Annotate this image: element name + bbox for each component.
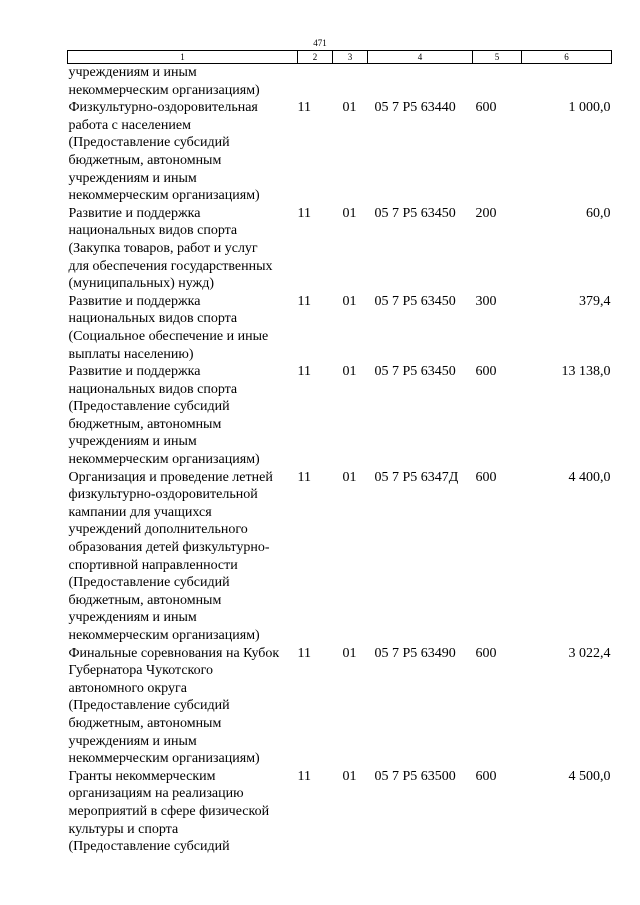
column-header-expense-type: 5: [473, 51, 522, 64]
column-header-target-code: 4: [368, 51, 473, 64]
row-expense-type: 600: [475, 100, 497, 116]
row-amount: 1 000,0: [568, 100, 611, 116]
column-header-amount: 6: [522, 51, 612, 64]
row-subsection: 01: [342, 469, 357, 485]
row-target-code: [368, 64, 473, 100]
row-target-code: 05 7 Р5 63500: [374, 768, 456, 784]
row-amount: 13 138,0: [561, 364, 611, 380]
row-target-code: 05 7 Р5 63450: [374, 293, 456, 309]
row-target-code: 05 7 Р5 63450: [374, 205, 456, 221]
row-expense-type: 600: [475, 768, 497, 784]
row-section: 11: [297, 205, 311, 221]
row-amount: [522, 64, 612, 100]
budget-table: [67, 50, 612, 856]
row-expense-type: 600: [475, 469, 497, 485]
row-section: 11: [297, 469, 311, 485]
row-section: 11: [297, 768, 311, 784]
row-expense-type: 200: [475, 205, 497, 221]
row-target-code: 05 7 Р5 63490: [374, 645, 456, 661]
table-row: [68, 363, 612, 469]
column-header-name: 1: [68, 51, 298, 64]
table-row: [68, 99, 612, 205]
table-row: [68, 768, 612, 856]
row-expense-type: 600: [475, 364, 497, 380]
row-name: Финальные соревнования на Кубок Губернатора Чукотского автономного округа (Предоставление субсидий бюджетным, автономным учреждениям и иным некоммерческим организациям): [68, 645, 280, 767]
row-target-code: 05 7 Р5 63450: [374, 364, 456, 380]
row-amount: 379,4: [579, 293, 611, 309]
row-name: Гранты некоммерческим организациям на реализацию мероприятий в сфере физической культуры и спорта (Предоставление субсидий: [68, 768, 270, 855]
row-section: 11: [297, 100, 311, 116]
row-amount: 4 500,0: [568, 768, 611, 784]
row-expense-type: 300: [475, 293, 497, 309]
table-row: [68, 645, 612, 768]
table-header-row: [68, 51, 612, 64]
row-section: 11: [297, 364, 311, 380]
row-subsection: 01: [342, 293, 357, 309]
row-name: Развитие и поддержка национальных видов спорта (Предоставление субсидий бюджетным, автономным учреждениям и иным некоммерческим организациям): [68, 364, 260, 468]
row-name: Физкультурно-оздоровительная работа с населением (Предоставление субсидий бюджетным, автономным учреждениям и иным некоммерческим организациям): [68, 100, 260, 204]
row-subsection: 01: [342, 364, 357, 380]
row-expense-type: [473, 64, 522, 100]
table-row: [68, 64, 612, 100]
row-subsection: 01: [342, 205, 357, 221]
row-subsection: 01: [342, 100, 357, 116]
table-row: [68, 205, 612, 293]
row-subsection: 01: [342, 645, 357, 661]
row-section: 11: [297, 645, 311, 661]
row-subsection: [333, 64, 368, 100]
row-name: Развитие и поддержка национальных видов спорта (Закупка товаров, работ и услуг для обеспечения государственных (муниципальных) нужд): [68, 205, 273, 292]
row-name: учреждениям и иным некоммерческим организациям): [68, 65, 260, 98]
row-amount: 4 400,0: [568, 469, 611, 485]
row-amount: 3 022,4: [568, 645, 611, 661]
row-target-code: 05 7 Р5 63440: [374, 100, 456, 116]
row-subsection: 01: [342, 768, 357, 784]
row-target-code: 05 7 Р5 6347Д: [374, 469, 459, 485]
column-header-subsection: 3: [333, 51, 368, 64]
row-amount: 60,0: [586, 205, 611, 221]
table-row: [68, 293, 612, 363]
row-expense-type: 600: [475, 645, 497, 661]
row-section: [298, 64, 333, 100]
column-header-section: 2: [298, 51, 333, 64]
page-number: 471: [313, 38, 327, 48]
row-section: 11: [297, 293, 311, 309]
table-row: [68, 469, 612, 645]
row-name: Развитие и поддержка национальных видов спорта (Социальное обеспечение и иные выплаты населению): [68, 293, 269, 362]
row-name: Организация и проведение летней физкультурно-оздоровительной кампании для учащихся учреждений дополнительного образования детей физкультурно- спортивной направленности (Предоставление субсидий бюджетным, автономным учреждениям и иным некоммерческим организациям): [68, 469, 273, 643]
